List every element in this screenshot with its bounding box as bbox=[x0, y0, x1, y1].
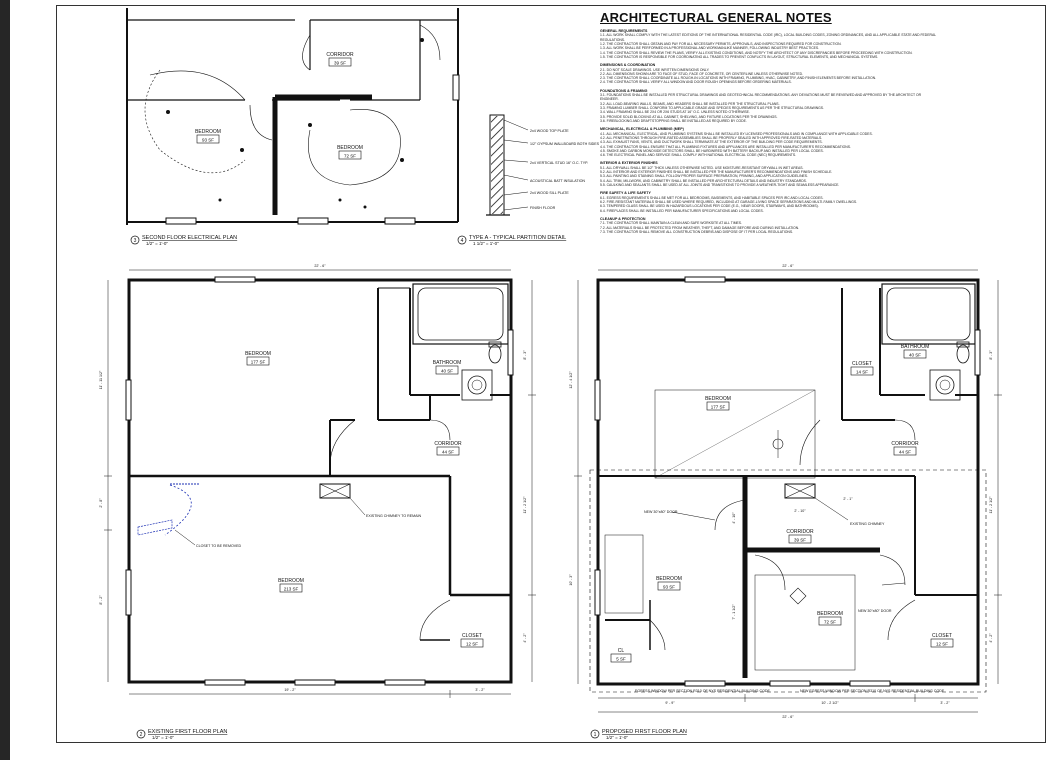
notes-line: 1.5. THE CONTRACTOR IS RESPONSIBLE FOR COORDINATING ALL TRADES TO PREVENT CONFLICTS IN LAYOUT, STRUCTURAL ELEMENTS, AND MECHANICAL SYSTEMS. bbox=[600, 54, 879, 59]
partition-label: 2x4 VERTICAL STUD 16" O.C. TYP. bbox=[530, 161, 589, 165]
note-new-door: NEW 30"x80" DOOR bbox=[858, 609, 892, 613]
room-area: 72 SF bbox=[343, 153, 357, 159]
dimension: 11' - 2 1/2" bbox=[989, 496, 993, 514]
partition-label: ACOUSTICAL BATT INSULATION bbox=[530, 179, 585, 183]
notes-line: 3.4. WALL FRAMING SHALL BE 2X4 OR 2X6 STUDS AT 16" O.C. UNLESS NOTED OTHERWISE. bbox=[600, 110, 750, 115]
notes-line: 2.2. ALL DIMENSIONS SHOWN ARE TO FACE OF STUD, FACE OF CONCRETE, OR CENTERLINE UNLESS OTHERWISE NOTED. bbox=[600, 71, 803, 76]
room-name: CLOSET bbox=[851, 361, 873, 367]
notes-line: 6.2. FIRE-RESISTANT MATERIALS SHALL BE USED WHERE REQUIRED, INCLUDING AT GARAGE-LIVING SPACE SEPARATIONS AND MULTI-FAMILY DWELLINGS. bbox=[600, 200, 858, 205]
drawing-scale: 1/2" = 1'-0" bbox=[606, 735, 628, 740]
notes-line: 4.1. ALL MECHANICAL, ELECTRICAL, AND PLUMBING SYSTEMS SHALL BE INSTALLED BY LICENSED PROFESSIONALS AND IN COMPLIANCE WITH APPLICABLE CODES. bbox=[600, 131, 873, 136]
notes-section-heading: INTERIOR & EXTERIOR FINISHES bbox=[600, 161, 658, 166]
electrical-room-labels bbox=[195, 52, 363, 159]
dimension: 2' - 8" bbox=[99, 498, 103, 508]
partition-detail bbox=[458, 115, 600, 246]
notes-line: 2.3. THE CONTRACTOR SHALL COORDINATE ALL ROUGH-IN LOCATIONS WITH FRAMING, PLUMBING, HVAC, CABINETRY, AND FINISH ELEMENTS BEFORE INSTALLATION. bbox=[600, 76, 877, 81]
room-name: BEDROOM bbox=[337, 145, 363, 151]
drawing-title: PROPOSED FIRST FLOOR PLAN bbox=[602, 729, 687, 735]
notes-line: 4.2. ALL PENETRATIONS THROUGH FIRE-RATED ASSEMBLIES SHALL BE PROPERLY SEALED WITH APPROVED FIRE-RATED MATERIALS. bbox=[600, 135, 823, 140]
electrical-title-block bbox=[131, 235, 237, 246]
room-name: CL bbox=[617, 648, 625, 654]
room-name: BEDROOM bbox=[656, 576, 682, 582]
notes-section-heading: FOUNDATIONS & FRAMING bbox=[600, 88, 648, 93]
drawing-title: EXISTING FIRST FLOOR PLAN bbox=[148, 729, 228, 735]
dimension: 3' - 2" bbox=[475, 688, 485, 692]
existing-annotations bbox=[99, 264, 527, 692]
notes-line: 1.4. THE CONTRACTOR SHALL REVIEW THE PLANS, VERIFY ALL EXISTING CONDITIONS, AND NOTIFY THE ARCHITECT OF ANY DISCREPANCIES BEFORE PROCEEDING WITH CONSTRUCTION. bbox=[600, 50, 913, 55]
notes-title: ARCHITECTURAL GENERAL NOTES bbox=[600, 10, 832, 25]
note-chimney: EXISTING CHIMNEY TO REMAIN bbox=[366, 514, 422, 518]
room-name: CLOSET bbox=[461, 633, 483, 639]
room-area: 177 SF bbox=[250, 359, 266, 365]
note-chimney: EXISTING CHIMNEY bbox=[850, 522, 885, 526]
notes-line: 3.6. FIREBLOCKING AND DRAFTSTOPPING SHALL BE INSTALLED AS REQUIRED BY CODE. bbox=[600, 118, 747, 123]
partition-label: 2x4 WOOD TOP PLATE bbox=[530, 129, 569, 133]
room-area: 44 SF bbox=[898, 449, 912, 455]
note-closet-removed: CLOSET TO BE REMOVED bbox=[196, 544, 242, 548]
dimension: 2' - 1" bbox=[843, 497, 853, 501]
room-name: BEDROOM bbox=[705, 396, 731, 402]
plan-drawings bbox=[10, 0, 1049, 760]
drawing-number: 1 bbox=[593, 732, 597, 738]
notes-line: 1.3. ALL WORK SHALL BE PERFORMED IN A PROFESSIONAL AND WORKMANLIKE MANNER, FOLLOWING INDUSTRY BEST PRACTICES. bbox=[600, 46, 820, 51]
notes-section-heading: DIMENSIONS & COORDINATION bbox=[600, 63, 656, 68]
notes-section-heading: CLEANUP & PROTECTION bbox=[600, 216, 646, 221]
drawing-number: 4 bbox=[460, 238, 464, 244]
dimension: 9' - 9" bbox=[665, 701, 675, 705]
dimension: 11' - 2 1/2" bbox=[523, 496, 527, 514]
dimension: 19' - 2" bbox=[284, 688, 296, 692]
room-area: 213 SF bbox=[283, 586, 299, 592]
notes-line: 6.3. TEMPERED GLASS SHALL BE USED IN HAZARDOUS LOCATIONS PER CODE (E.G., NEAR DOORS, STAIRWAYS, AND BATHROOMS). bbox=[600, 204, 819, 209]
notes-line: 1.1. ALL WORK SHALL COMPLY WITH THE LATEST EDITIONS OF THE INTERNATIONAL RESIDENTIAL CODE (IRC), LOCAL BUILDING CODES, ZONING ORDINANCES, AND ALL APPLICABLE STATE AND FEDERAL bbox=[600, 33, 937, 38]
room-name: BEDROOM bbox=[195, 129, 221, 135]
room-name: CORRIDOR bbox=[891, 441, 919, 447]
drawing-title: SECOND FLOOR ELECTRICAL PLAN bbox=[142, 235, 238, 241]
partition-label: 2x4 WOOD SILL PLATE bbox=[530, 191, 569, 195]
notes-line: 3.1. FOUNDATIONS SHALL BE INSTALLED PER STRUCTURAL DRAWINGS AND GEOTECHNICAL RECOMMENDATIONS. ANY DEVIATIONS MUST BE REVIEWED AND APPROVED BY THE ARCHITECT OR bbox=[600, 93, 922, 98]
dimension: 22' - 6" bbox=[782, 715, 794, 719]
dimension: 7' - 1 1/2" bbox=[732, 604, 736, 620]
notes-line: 3.3. FRAMING LUMBER SHALL CONFORM TO APPLICABLE GRADE AND SPECIES REQUIREMENTS AS PER THE STRUCTURAL DRAWINGS. bbox=[600, 106, 825, 111]
notes-line: 4.4. THE CONTRACTOR SHALL ENSURE THAT ALL PLUMBING FIXTURES AND APPLIANCES ARE INSTALLED PER MANUFACTURER'S RECOMMENDATIONS. bbox=[600, 144, 851, 149]
drawing-number: 3 bbox=[133, 238, 137, 244]
room-area: 40 SF bbox=[440, 368, 454, 374]
notes-line: 7.1. THE CONTRACTOR SHALL MAINTAIN A CLEAN AND SAFE WORKSITE AT ALL TIMES. bbox=[600, 221, 742, 226]
notes-line: 7.3. THE CONTRACTOR SHALL REMOVE ALL CONSTRUCTION DEBRIS AND DISPOSE OF IT PER LOCAL REGULATIONS. bbox=[600, 229, 794, 234]
dimension: 22' - 6" bbox=[314, 264, 326, 268]
proposed-room-labels bbox=[611, 344, 953, 662]
room-area: 12 SF bbox=[465, 641, 479, 647]
room-area: 39 SF bbox=[333, 60, 347, 66]
partition-label: FINISH FLOOR bbox=[530, 206, 556, 210]
room-name: BEDROOM bbox=[278, 578, 304, 584]
partition-label: 1/2" GYPSUM WALLBOARD BOTH SIDES bbox=[530, 142, 600, 146]
dimension: 8' - 3" bbox=[989, 350, 993, 360]
note-egress: EGRESS WINDOW PER SECTION R310 OF NYS RESIDENTIAL BUILDING CODE bbox=[635, 689, 770, 693]
dimension: 8' - 3" bbox=[523, 350, 527, 360]
dimension: 4' - 2" bbox=[523, 633, 527, 643]
proposed-title-block bbox=[591, 729, 687, 740]
room-name: BATHROOM bbox=[900, 344, 930, 350]
notes-line: 6.1. EGRESS REQUIREMENTS SHALL BE MET FOR ALL BEDROOMS, BASEMENTS, AND HABITABLE SPACES PER IRC AND LOCAL CODES. bbox=[600, 195, 824, 200]
notes-line: 4.5. SMOKE AND CARBON MONOXIDE DETECTORS SHALL BE HARDWIRED WITH BATTERY BACKUP AND INSTALLED PER LOCAL CODES. bbox=[600, 148, 824, 153]
notes-line: 5.2. ALL INTERIOR AND EXTERIOR FINISHES SHALL BE INSTALLED PER THE MANUFACTURER'S RECOMMENDATIONS AND FINISH SCHEDULE. bbox=[600, 170, 833, 175]
room-area: 177 SF bbox=[710, 404, 726, 410]
dimension: 4' - 2" bbox=[989, 633, 993, 643]
dimension: 12' - 4 1/2" bbox=[569, 371, 573, 389]
room-area: 72 SF bbox=[823, 619, 837, 625]
notes-line: 3.2. ALL LOAD-BEARING WALLS, BEAMS, AND HEADERS SHALL BE INSTALLED PER THE STRUCTURAL PLANS. bbox=[600, 101, 780, 106]
room-area: 93 SF bbox=[201, 137, 215, 143]
drawing-scale: 1/2" = 1'-0" bbox=[146, 241, 168, 246]
notes-line: 3.5. PROVIDE SOLID BLOCKING AT ALL CABINET, SHELVING, AND FIXTURE LOCATIONS PER THE DRAWINGS. bbox=[600, 114, 778, 119]
drawing-title: TYPE A - TYPICAL PARTITION DETAIL bbox=[469, 235, 567, 241]
notes-section-heading: FIRE SAFETY & LIFE SAFETY bbox=[600, 191, 651, 196]
dimension: 3' - 2" bbox=[940, 701, 950, 705]
notes-line: ENGINEER. bbox=[600, 97, 619, 102]
dimension: 10' - 2 1/2" bbox=[821, 701, 839, 705]
notes-line: 5.5. CAULKING AND SEALANTS SHALL BE USED AT ALL JOINTS AND TRANSITIONS TO PROVIDE A WEATHER-TIGHT AND SEAMLESS APPEARANCE. bbox=[600, 183, 840, 188]
room-name: BEDROOM bbox=[817, 611, 843, 617]
note-new-door: NEW 30"x80" DOOR bbox=[644, 510, 678, 514]
dimension: 10' - 3" bbox=[569, 574, 573, 586]
room-area: 39 SF bbox=[793, 537, 807, 543]
dimension: 2' - 10" bbox=[794, 509, 806, 513]
notes-line: 7.2. ALL MATERIALS SHALL BE PROTECTED FROM WEATHER, THEFT, AND DAMAGE BEFORE AND DURING INSTALLATION. bbox=[600, 225, 800, 230]
drawing-number: 2 bbox=[139, 732, 143, 738]
notes-line: REGULATIONS. bbox=[600, 37, 625, 42]
dimension: 8' - 2" bbox=[99, 595, 103, 605]
notes-line: 2.4. THE CONTRACTOR SHALL VERIFY ALL WINDOW AND DOOR ROUGH OPENINGS BEFORE ORDERING MATERIALS. bbox=[600, 80, 792, 85]
notes-section-heading: GENERAL REQUIREMENTS bbox=[600, 29, 648, 33]
drawing-scale: 1 1/2" = 1'-0" bbox=[473, 241, 499, 246]
dimension: 4' - 10" bbox=[732, 512, 736, 524]
electrical-plan bbox=[127, 8, 459, 225]
notes-line: 4.6. THE ELECTRICAL PANEL AND SERVICE SHALL COMPLY WITH NATIONAL ELECTRICAL CODE (NEC) REQUIREMENTS. bbox=[600, 153, 797, 158]
notes-line: 6.4. FIREPLACES SHALL BE INSTALLED PER MANUFACTURER SPECIFICATIONS AND LOCAL CODES. bbox=[600, 208, 764, 213]
room-name: CORRIDOR bbox=[326, 52, 354, 58]
notes-line: 5.4. ALL TRIM, MILLWORK, AND CABINETRY SHALL BE INSTALLED PER ARCHITECTURAL DETAILS AND INDUSTRY STANDARDS. bbox=[600, 178, 807, 183]
drawing-sheet bbox=[10, 0, 1049, 760]
room-area: 14 SF bbox=[855, 369, 869, 375]
note-egress-new: NEW EGRESS WINDOW PER SECTION R310 OF NYS RESIDENTIAL BUILDING CODE bbox=[800, 689, 945, 693]
drawing-scale: 1/2" = 1'-0" bbox=[152, 735, 174, 740]
existing-title-block bbox=[137, 729, 227, 740]
notes-line: 5.3. ALL PAINTING AND STAINING SHALL FOLLOW PROPER SURFACE PREPARATION, PRIMING, AND APPLICATION GUIDELINES. bbox=[600, 174, 809, 179]
room-area: 44 SF bbox=[441, 449, 455, 455]
notes-line: 2.1. DO NOT SCALE DRAWINGS. USE WRITTEN DIMENSIONS ONLY. bbox=[600, 67, 710, 72]
room-area: 40 SF bbox=[908, 352, 922, 358]
room-name: BEDROOM bbox=[245, 351, 271, 357]
room-area: 5 SF bbox=[616, 656, 626, 662]
room-area: 93 SF bbox=[662, 584, 676, 590]
notes-section-heading: MECHANICAL, ELECTRICAL & PLUMBING (MEP) bbox=[600, 127, 684, 132]
room-name: BATHROOM bbox=[432, 360, 462, 366]
proposed-annotations bbox=[569, 264, 993, 719]
notes-line: 5.1. ALL DRYWALL SHALL BE 1/2" THICK UNLESS OTHERWISE NOTED. USE MOISTURE-RESISTANT DRYWALL IN WET AREAS. bbox=[600, 165, 804, 170]
dimension: 11' - 11 1/2" bbox=[99, 370, 103, 390]
dimension: 22' - 6" bbox=[782, 264, 794, 268]
room-name: CLOSET bbox=[931, 633, 953, 639]
room-area: 12 SF bbox=[935, 641, 949, 647]
room-name: CORRIDOR bbox=[786, 529, 814, 535]
notes-line: 1.2. THE CONTRACTOR SHALL OBTAIN AND PAY FOR ALL NECESSARY PERMITS, APPROVALS, AND INSPECTIONS REQUIRED FOR CONSTRUCTION. bbox=[600, 42, 842, 46]
notes-line: 4.3. ALL EXHAUST FANS, VENTS, AND DUCTWORK SHALL TERMINATE AT THE EXTERIOR OF THE BUILDING PER CODE REQUIREMENTS. bbox=[600, 140, 823, 145]
room-name: CORRIDOR bbox=[434, 441, 462, 447]
